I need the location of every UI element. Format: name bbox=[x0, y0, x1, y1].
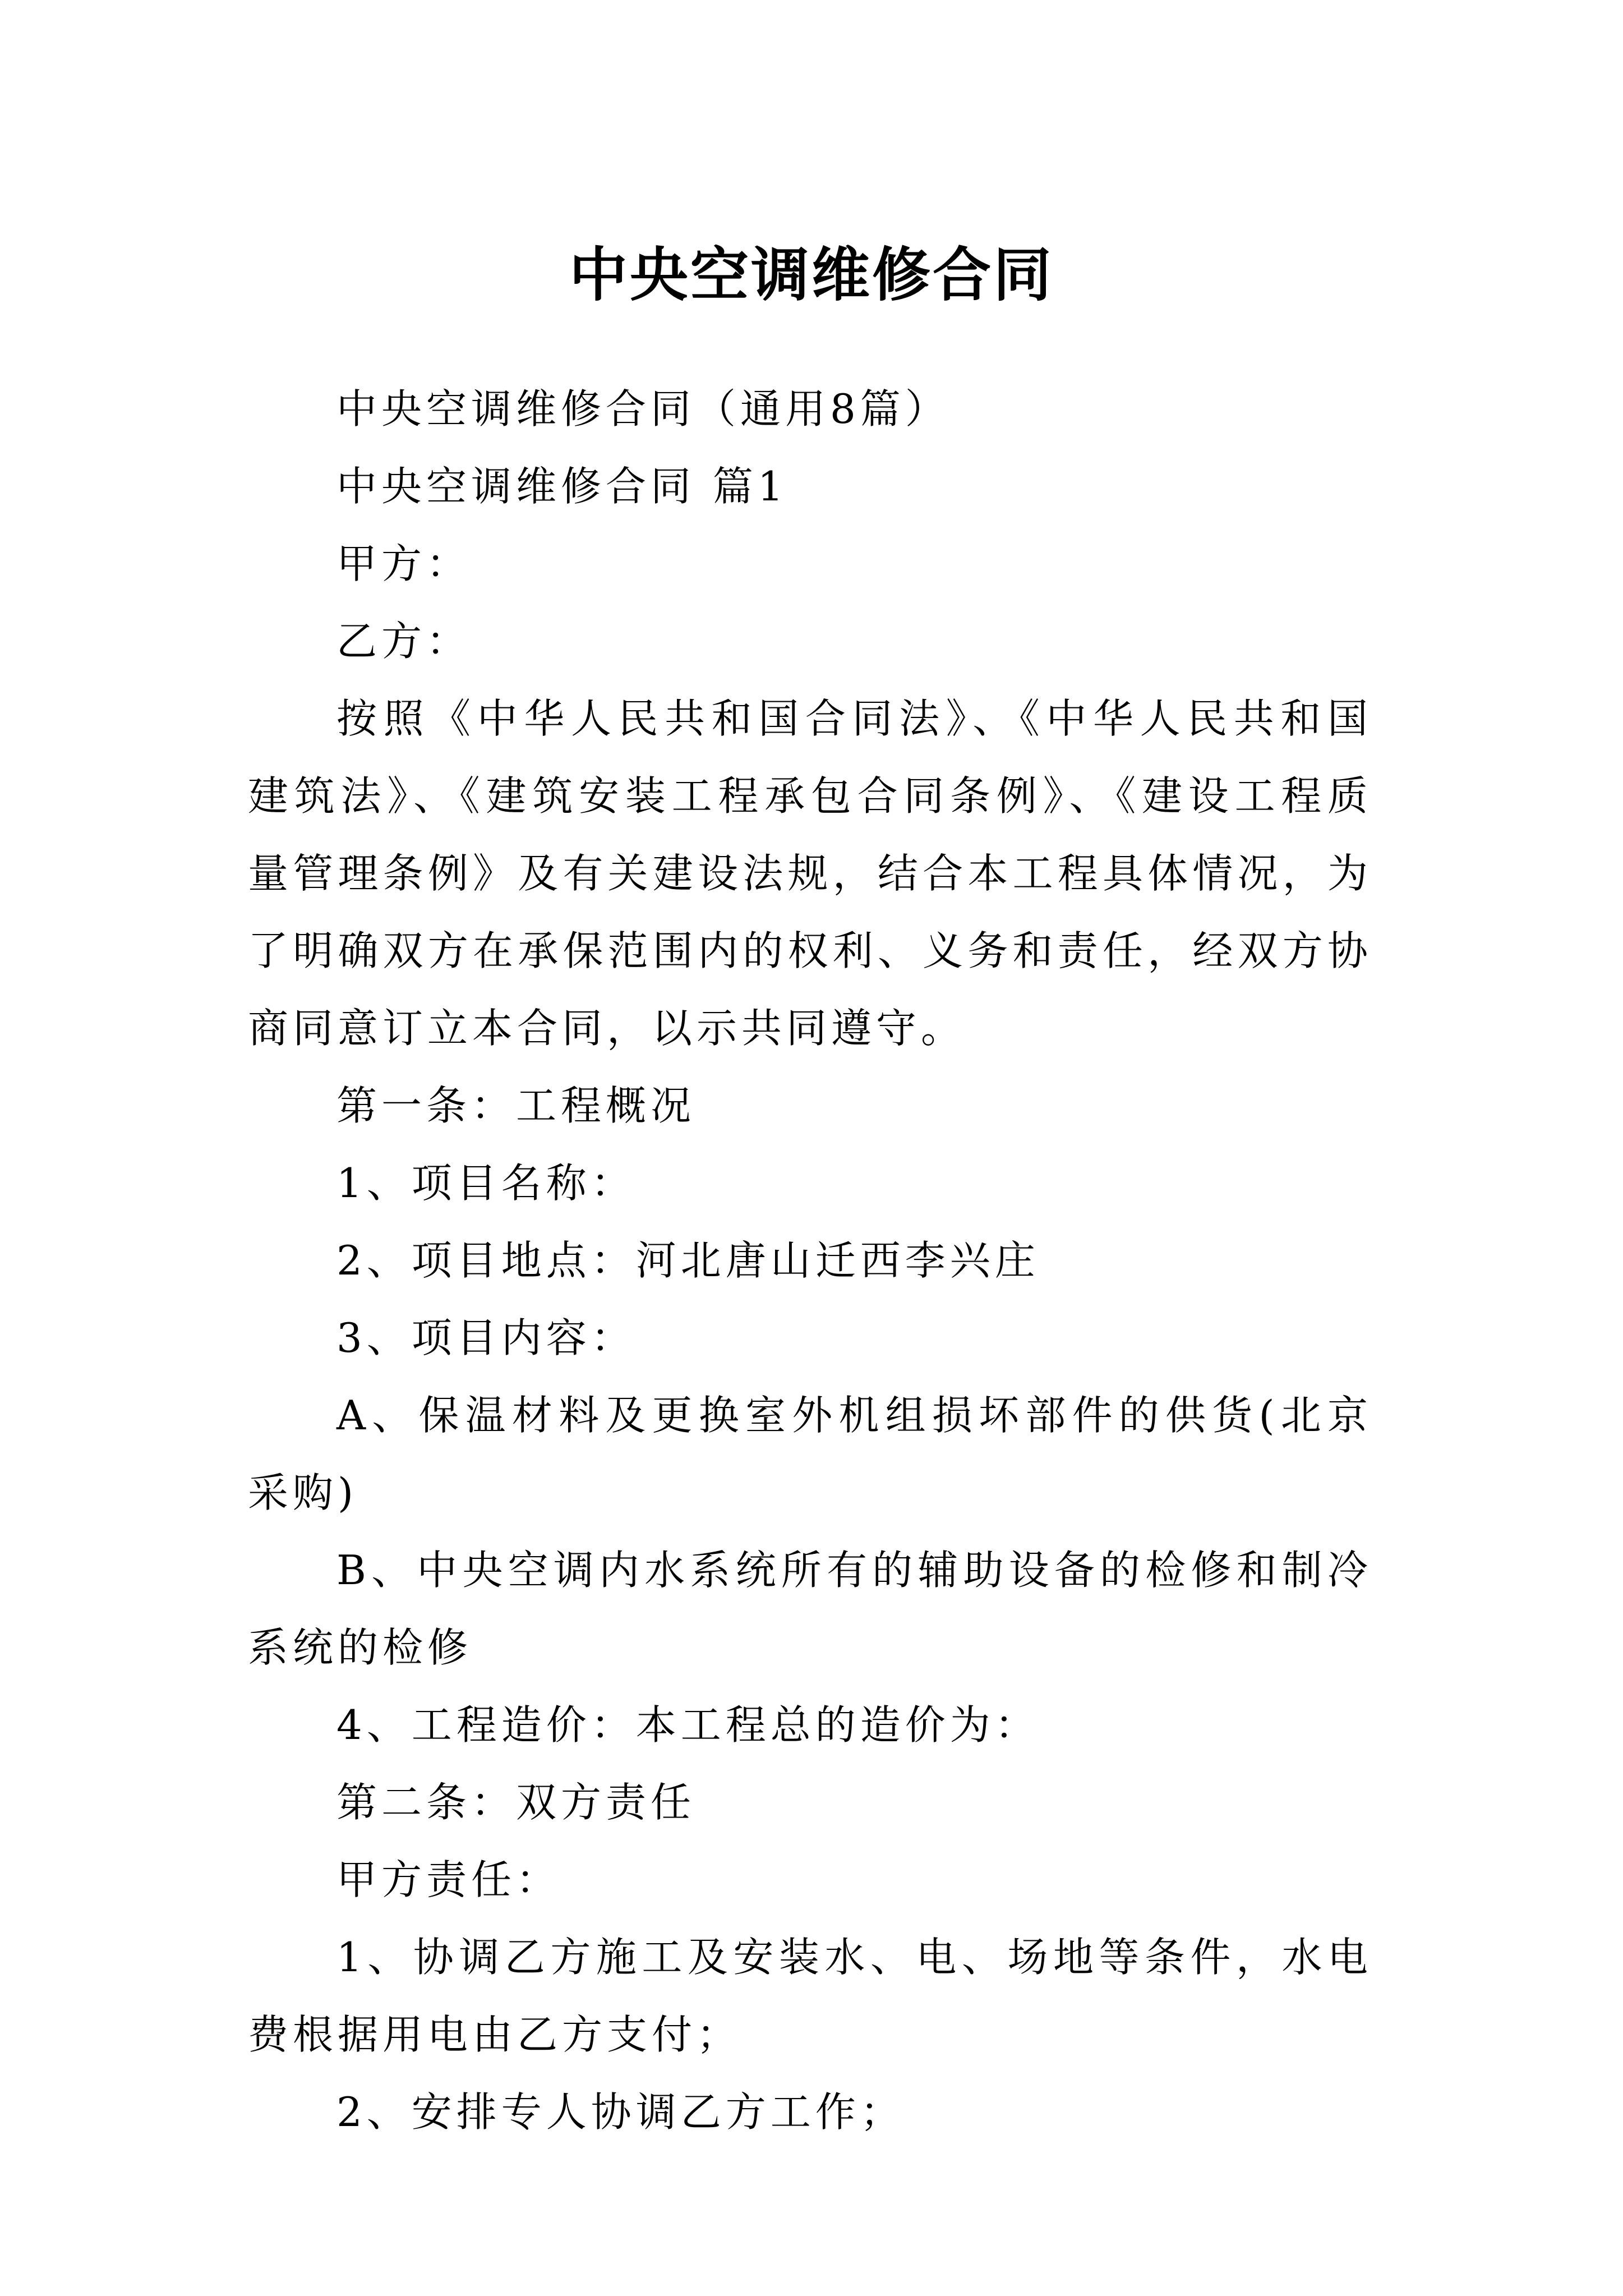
paragraph-section-heading: 中央空调维修合同 篇1 bbox=[336, 463, 788, 510]
paragraph-item-b: B、中央空调内水系统所有的辅助设备的检修和制冷系统的检修 bbox=[248, 1547, 1372, 1671]
paragraph-preamble: 按照《中华人民共和国合同法》、《中华人民共和国建筑法》、《建筑安装工程承包合同条例》、《建设工程质量管理条例》及有关建设法规，结合本工程具体情况，为了明确双方在承保范围内的权利、义务和责任，经双方协商同意订立本合同，以示共同遵守。 bbox=[248, 695, 1372, 1052]
paragraph-project-name: 1、项目名称： bbox=[336, 1159, 636, 1207]
document-body bbox=[248, 370, 1372, 2151]
document-title: 中央空调维修合同 bbox=[569, 240, 1054, 309]
paragraph-subtitle: 中央空调维修合同（通用8篇） bbox=[336, 385, 950, 432]
paragraph-project-content: 3、项目内容： bbox=[336, 1314, 636, 1361]
paragraph-duty-2: 2、安排专人协调乙方工作； bbox=[336, 2088, 905, 2136]
paragraph-project-location: 2、项目地点：河北唐山迁西李兴庄 bbox=[336, 1237, 1040, 1284]
paragraph-party-a-duties: 甲方责任： bbox=[336, 1856, 561, 1903]
paragraph-party-a: 甲方： bbox=[336, 540, 472, 587]
paragraph-project-cost: 4、工程造价：本工程总的造价为： bbox=[336, 1701, 1040, 1749]
paragraph-duty-1: 1、协调乙方施工及安装水、电、场地等条件，水电费根据用电由乙方支付； bbox=[248, 1934, 1372, 2058]
paragraph-article-1-heading: 第一条：工程概况 bbox=[336, 1082, 696, 1129]
paragraph-article-2-heading: 第二条：双方责任 bbox=[336, 1779, 696, 1826]
paragraph-item-a: A、保温材料及更换室外机组损坏部件的供货(北京采购) bbox=[248, 1392, 1372, 1516]
paragraph-party-b: 乙方： bbox=[336, 618, 472, 665]
